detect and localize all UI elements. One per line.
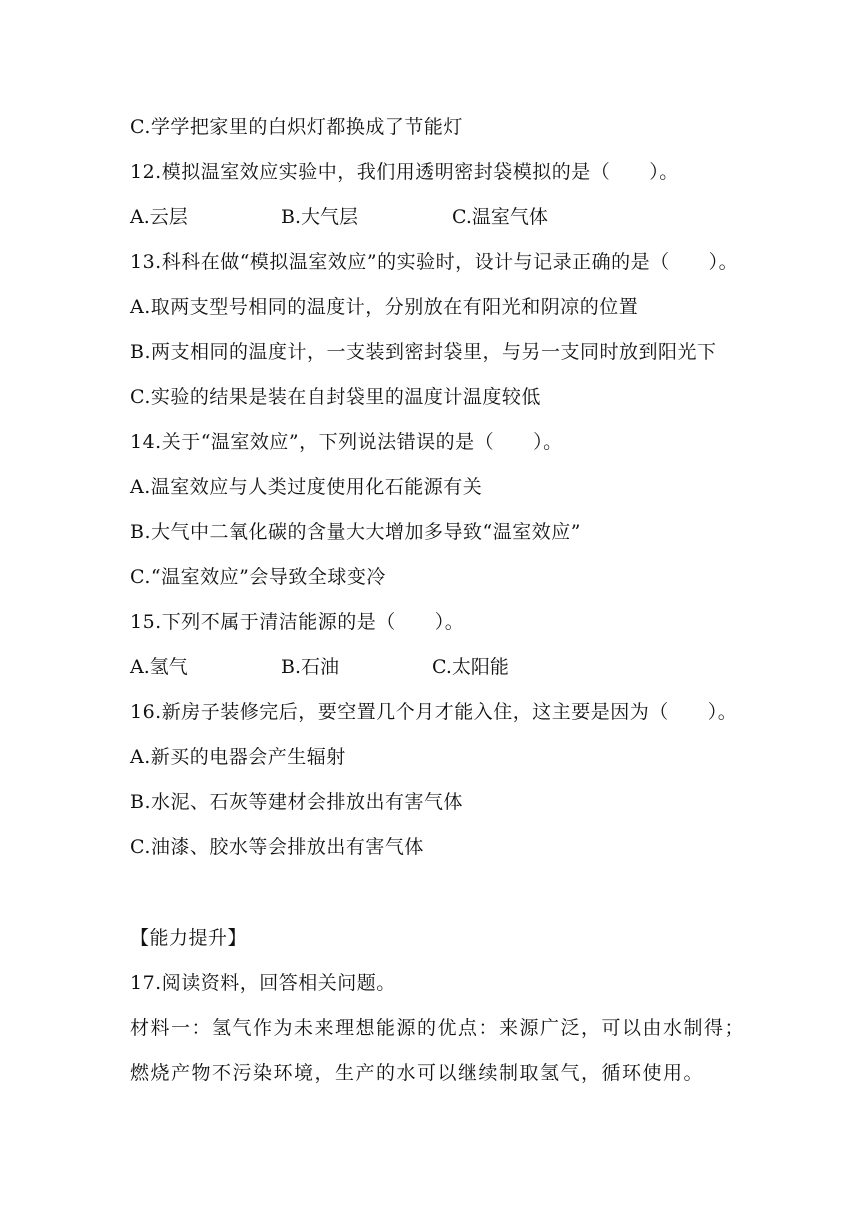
q14-option-c: C.“温室效应”会导致全球变冷 xyxy=(130,566,386,588)
q12-option-a: A.云层 xyxy=(130,206,188,228)
q14-option-b: B.大气中二氧化碳的含量大大增加多导致“温室效应” xyxy=(130,521,581,543)
question-17: 17.阅读资料，回答相关问题。 xyxy=(130,972,396,994)
section-heading: 【能力提升】 xyxy=(130,927,248,949)
q16-option-a: A.新买的电器会产生辐射 xyxy=(130,746,346,768)
material-1-line-2: 燃烧产物不污染环境，生产的水可以继续制取氢气，循环使用。 xyxy=(130,1062,705,1084)
q16-option-b: B.水泥、石灰等建材会排放出有害气体 xyxy=(130,791,464,813)
q15-option-b: B.石油 xyxy=(281,656,340,678)
q12-option-c: C.温室气体 xyxy=(452,206,548,228)
q13-option-b: B.两支相同的温度计，一支装到密封袋里，与另一支同时放到阳光下 xyxy=(130,341,717,363)
question-13: 13.科科在做“模拟温室效应”的实验时，设计与记录正确的是（ ）。 xyxy=(130,251,739,273)
q16-option-c: C.油漆、胶水等会排放出有害气体 xyxy=(130,836,424,858)
q13-option-a: A.取两支型号相同的温度计，分别放在有阳光和阴凉的位置 xyxy=(130,296,639,318)
q13-option-c: C.实验的结果是装在自封袋里的温度计温度较低 xyxy=(130,386,541,408)
question-12: 12.模拟温室效应实验中，我们用透明密封袋模拟的是（ ）。 xyxy=(130,161,679,183)
q12-option-b: B.大气层 xyxy=(281,206,359,228)
question-14: 14.关于“温室效应”，下列说法错误的是（ ）。 xyxy=(130,431,563,453)
q11-option-c: C.学学把家里的白炽灯都换成了节能灯 xyxy=(130,116,463,138)
material-1-line-1: 材料一：氢气作为未来理想能源的优点：来源广泛，可以由水制得； xyxy=(130,1017,746,1039)
q14-option-a: A.温室效应与人类过度使用化石能源有关 xyxy=(130,476,483,498)
question-16: 16.新房子装修完后，要空置几个月才能入住，这主要是因为（ ）。 xyxy=(130,701,738,723)
q15-option-a: A.氢气 xyxy=(130,656,188,678)
question-15: 15.下列不属于清洁能源的是（ ）。 xyxy=(130,611,465,633)
q15-option-c: C.太阳能 xyxy=(432,656,509,678)
